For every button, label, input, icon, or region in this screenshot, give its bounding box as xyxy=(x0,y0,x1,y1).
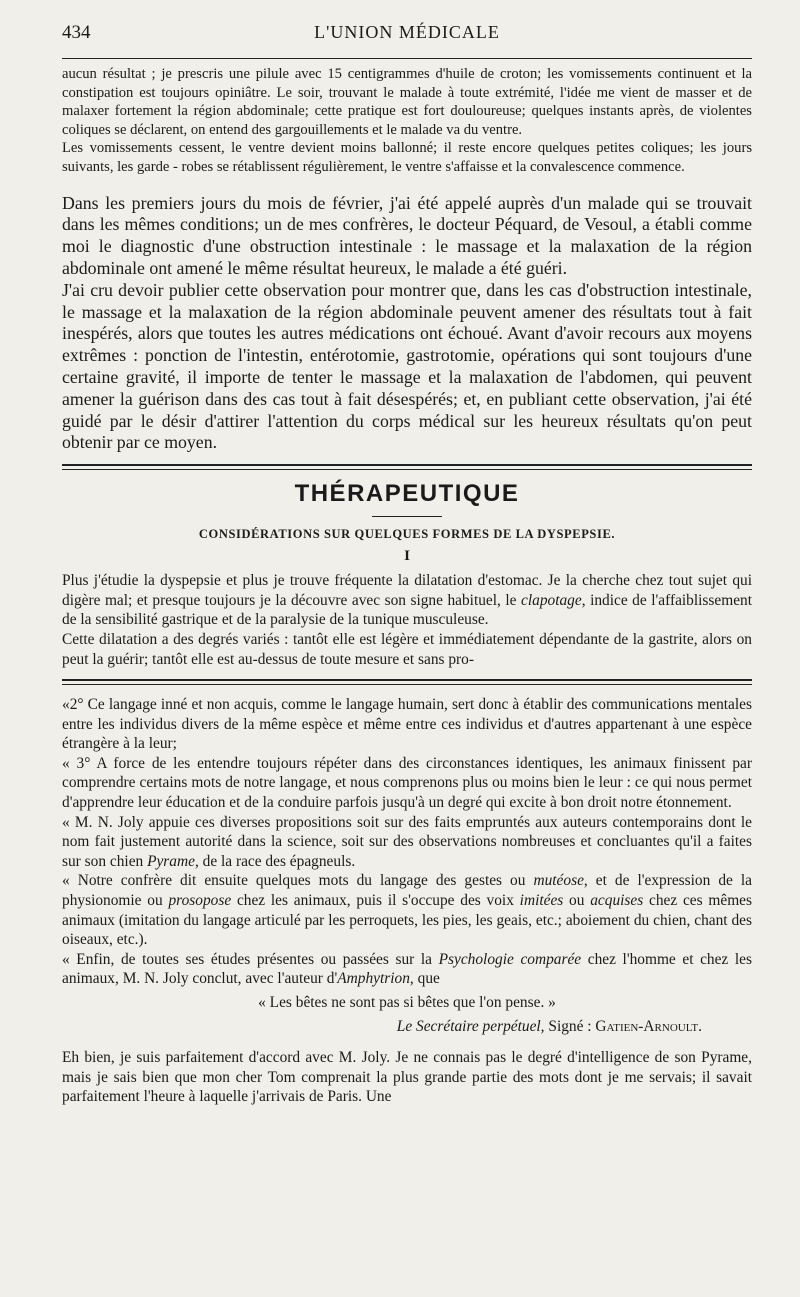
part-numeral: I xyxy=(404,548,410,565)
italic-term: prosopose xyxy=(168,892,232,910)
feuilleton-paragraph xyxy=(62,871,752,949)
continuation-paragraph: aucun résultat ; je prescris une pilule avec 15 centigrammes d'huile de croton; les vomissements continuent et la constipation est toujours opiniâtre. Le soir, trouvant le malade à toute extrémité, l'idée me vient de masser et de malaxer fortement la région abdominale; cette pratique est fort douloureuse; quelques instants après, de violentes coliques se déclarent, on entend des gargouillements et le malade va du ventre. xyxy=(62,66,752,138)
signature xyxy=(62,1017,702,1037)
text-run: « M. N. Joly appuie ces diverses propositions soit sur des faits empruntés aux auteurs contemporains dont le nom fait justement autorité dans la science, soit sur des observations nombreuses et concluantes qu'il a faites sur son chien xyxy=(62,813,752,870)
italic-term: Pyrame xyxy=(147,852,195,870)
text-run: ou xyxy=(563,892,591,910)
text-run: chez les animaux, puis il s'occupe des voix xyxy=(231,892,520,910)
article-paragraph: Cette dilatation a des degrés variés : tantôt elle est légère et immédiatement dépendante de la gastrite, alors on peut la guérir; tantôt elle est au-dessus de toute mesure et sans pro- xyxy=(62,630,752,668)
body-paragraph: J'ai cru devoir publier cette observation pour montrer que, dans les cas d'obstruction intestinale, le massage et la malaxation de la région abdominale peuvent amener des résultats tout à fait inespérés, alors que toutes les autres médications ont échoué. Avant d'avoir recours aux moyens extrêmes : ponction de l'intestin, entérotomie, gastrotomie, opérations qui sont toujours d'une certaine gravité, il importe de tenter le massage et la malaxation de l'abdomen, qui peuvent amener la guérison dans des cas tout à fait désespérés; et, en publiant cette observation, j'ai été guidé par le désir d'attirer l'attention du corps médical sur les heureux résultats qu'on peut obtenir par ce moyen. xyxy=(62,279,752,453)
feuilleton-paragraph: « 3° A force de les entendre toujours répéter dans des circonstances identiques, les animaux finissent par comprendre certains mots de notre langage, et nous comprenons plus ou moins bien le leur : ce qui nous permet d'apprendre leur éducation et de la conduire parfois jusqu'à un degré qui excite à bon droit notre étonnement. xyxy=(62,754,752,812)
feuilleton-divider xyxy=(62,679,752,685)
text-run: chez ces mêmes animaux (imitation du langage articulé par les perroquets, les pies, les geais, etc.; aboiement du chien, chant des oiseaux, etc.). xyxy=(62,892,752,949)
body-paragraph: Dans les premiers jours du mois de février, j'ai été appelé auprès d'un malade qui se trouvait dans les mêmes conditions; un de mes confrères, le docteur Péquard, de Vesoul, a établi comme moi le diagnostic d'une obstruction intestinale : le massage et la malaxation de la région abdominale ont amené le même résultat heureux, le malade a été guéri. xyxy=(62,192,752,278)
italic-term: Psychologie comparée xyxy=(438,950,582,968)
text-run: Signé : xyxy=(544,1017,596,1035)
italic-term: acquises xyxy=(590,892,644,910)
text-run: , que xyxy=(409,970,440,988)
page-header xyxy=(62,22,752,52)
running-title: L'UNION MÉDICALE xyxy=(314,22,500,42)
feuilleton-paragraph: «2° Ce langage inné et non acquis, comme le langage humain, sert donc à établir des communications mentales entre les individus divers de la même espèce et même entre ces individus et d'autres appartenant à une espèce étrangère à la leur; xyxy=(62,696,752,753)
feuilleton-paragraph: Eh bien, je suis parfaitement d'accord avec M. Joly. Je ne connais pas le degré d'intelligence de son Pyrame, mais je sais bien que mon cher Tom comprenait la plus grande partie des mots dont je me servais; il savait parfaitement l'heure à laquelle j'arrivais de Paris. Une xyxy=(62,1049,752,1106)
page-number: 434 xyxy=(62,22,91,43)
article-subtitle: CONSIDÉRATIONS SUR QUELQUES FORMES DE LA DYSPEPSIE. xyxy=(198,527,616,542)
text-run: « Notre confrère dit ensuite quelques mots du langage des gestes ou xyxy=(62,872,534,890)
italic-term: imitées xyxy=(519,892,564,910)
text-run: , indice de l'affaiblissement de la sensibilité gastrique et de la paralysie de la tunique musculeuse. xyxy=(62,591,753,629)
article-paragraph xyxy=(62,571,752,630)
signature-role: Le Secrétaire perpétuel, xyxy=(396,1017,545,1035)
signature-name: Gatien-Arnoult. xyxy=(595,1017,702,1035)
text-run: Plus j'étudie la dyspepsie et plus je trouve fréquente la dilatation d'estomac. Je la cherche chez tout sujet qui digère mal; et presque toujours je la découvre avec son signe habituel, le xyxy=(62,572,752,609)
spacer xyxy=(62,177,752,193)
italic-term: clapotage xyxy=(521,591,582,609)
continuation-paragraph: Les vomissements cessent, le ventre devient moins ballonné; il reste encore quelques petites coliques; les jours suivants, les garde - robes se rétablissent régulièrement, le ventre s'affaisse et la convalescence commence. xyxy=(62,140,752,175)
section-title: THÉRAPEUTIQUE xyxy=(294,480,520,508)
italic-term: mutéose xyxy=(533,872,584,890)
italic-term: Amphytrion xyxy=(337,970,410,988)
feuilleton-paragraph xyxy=(62,950,752,989)
text-run: « Enfin, de toutes ses études présentes ou passées sur la xyxy=(62,950,439,968)
text-run: , et de l'expression de la physionomie ou xyxy=(62,872,752,910)
text-run: chez l'homme et chez les animaux, M. N. Joly conclut, avec l'auteur d' xyxy=(62,950,752,988)
header-rule xyxy=(62,58,752,59)
quotation: « Les bêtes ne sont pas si bêtes que l'on pense. » xyxy=(258,994,556,1011)
title-rule xyxy=(372,516,442,517)
text-run: , de la race des épagneuls. xyxy=(194,852,356,870)
feuilleton-paragraph xyxy=(62,813,752,872)
section-divider xyxy=(62,464,752,470)
